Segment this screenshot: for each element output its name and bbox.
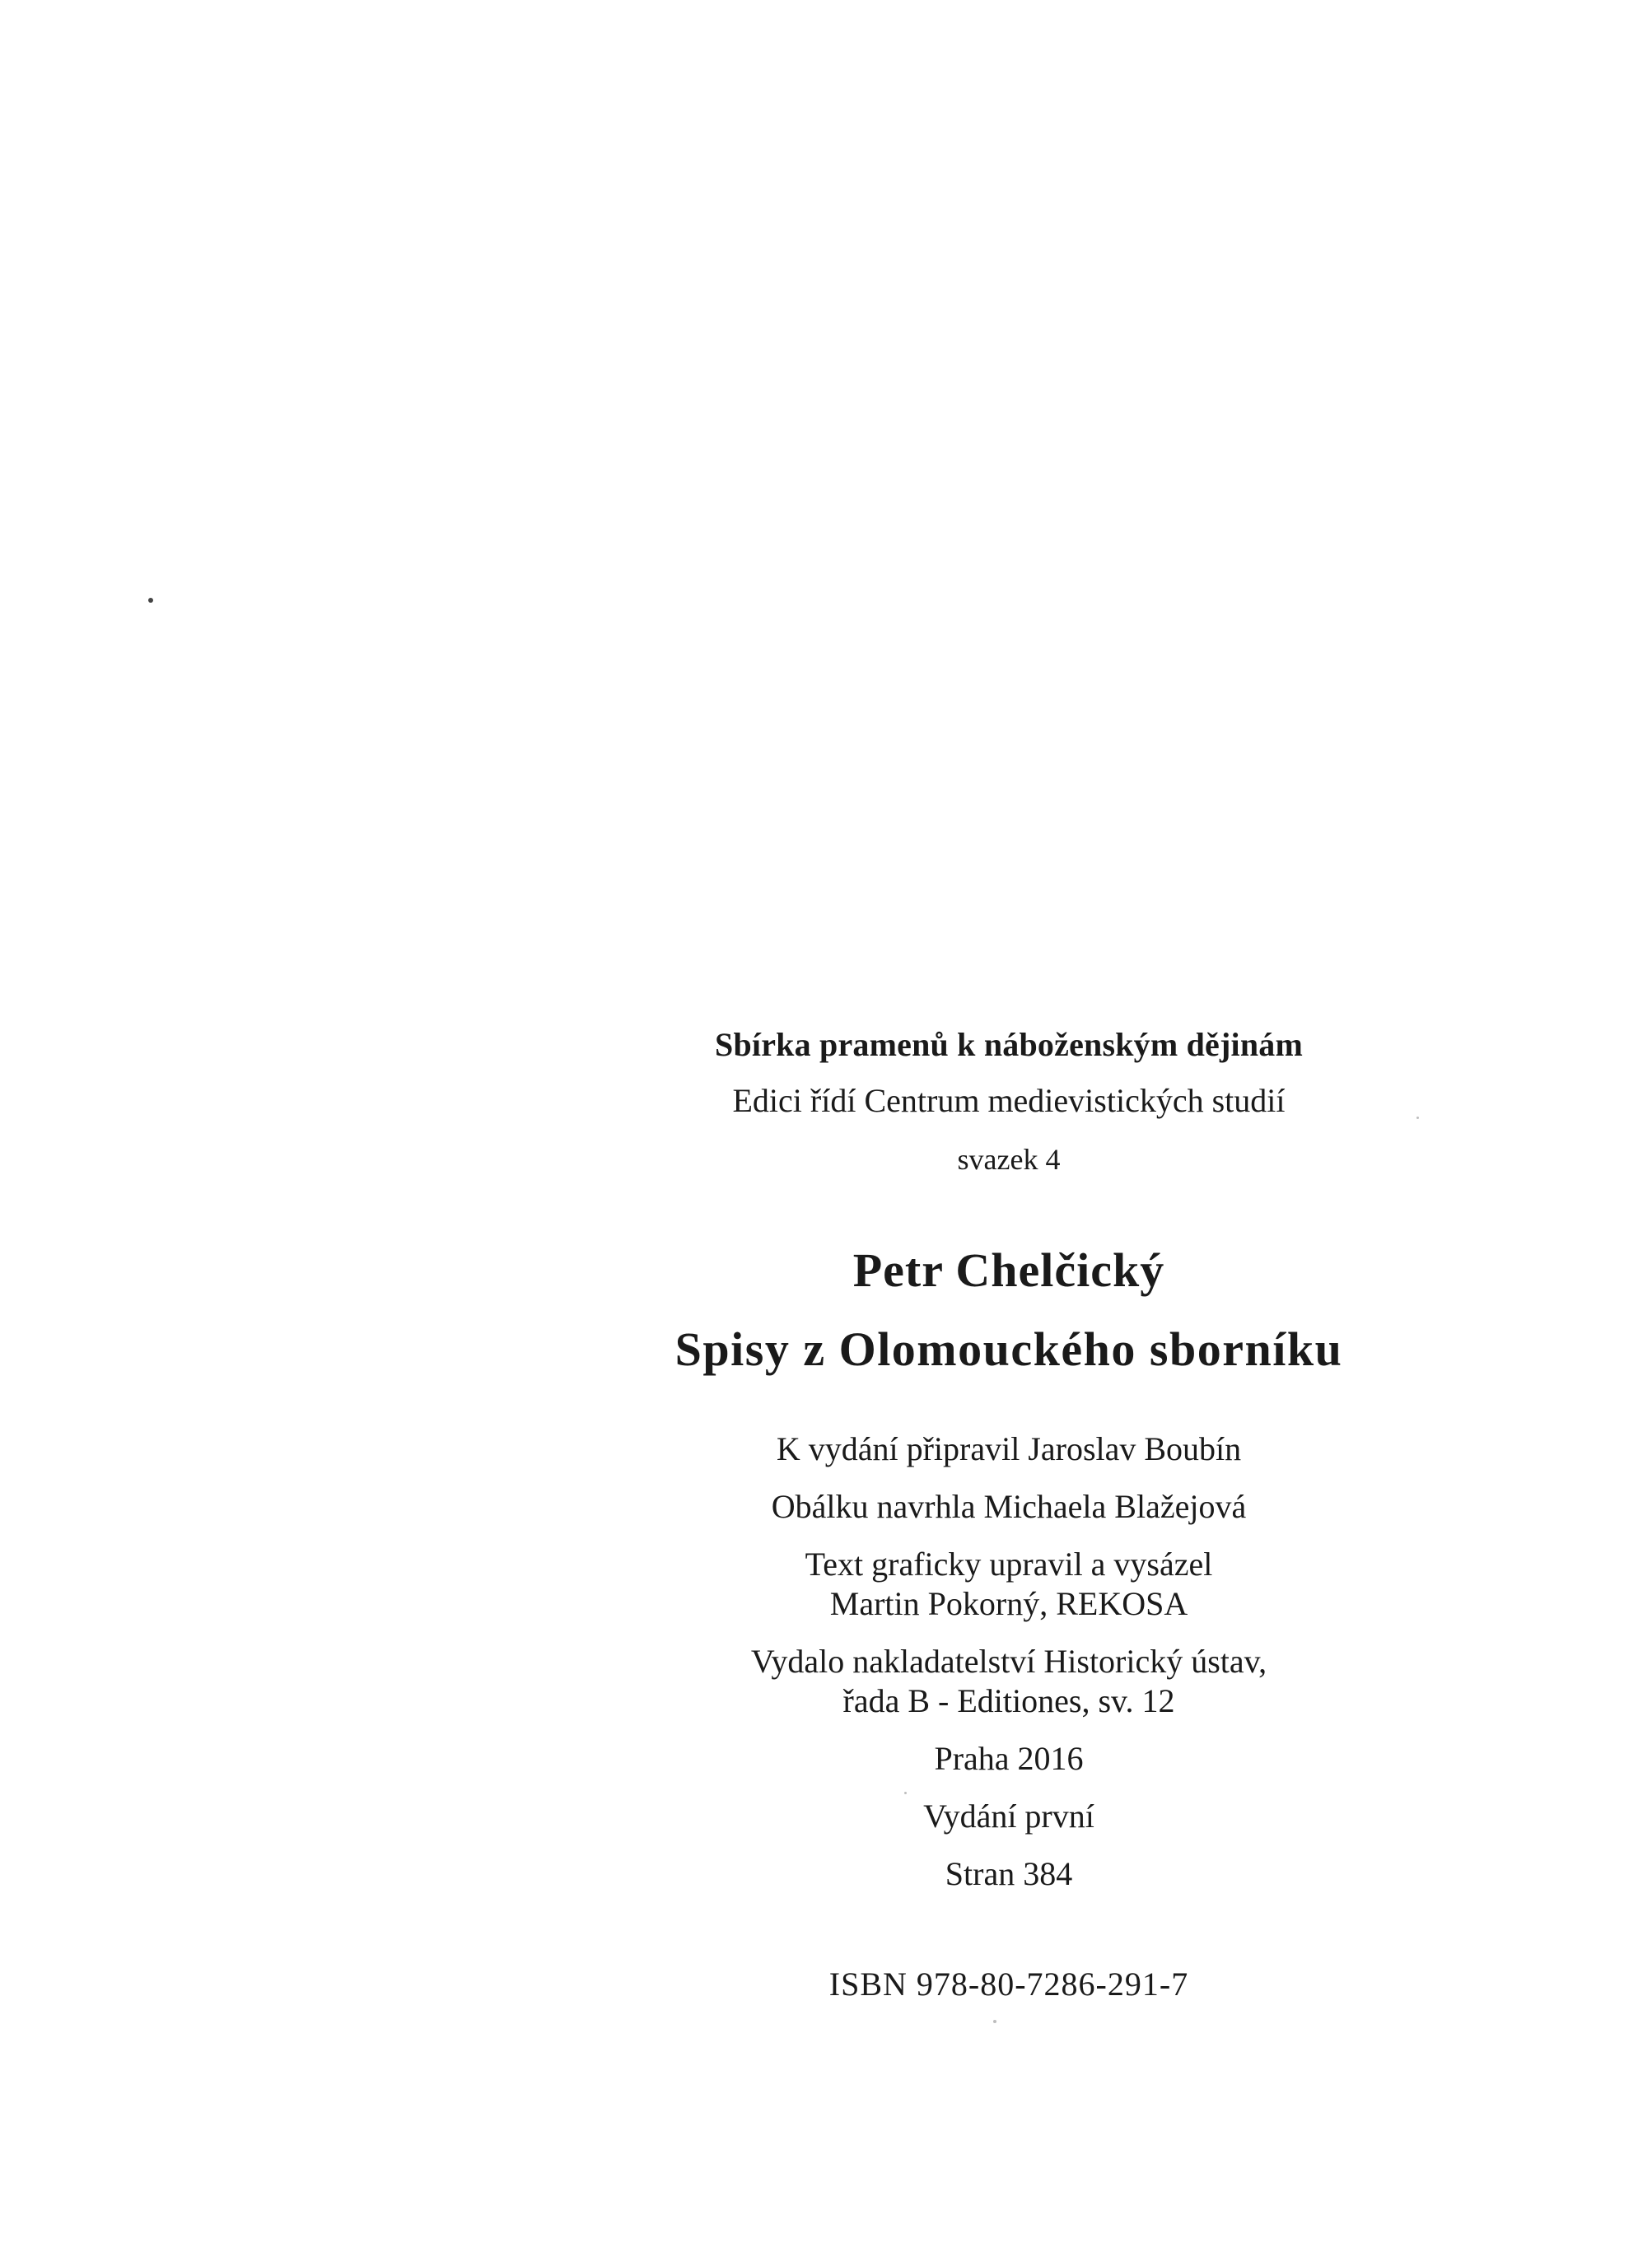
edition-note: Vydání první	[923, 1798, 1094, 1835]
series-title: Sbírka pramenů k náboženským dějinám	[715, 1026, 1303, 1063]
book-author: Petr Chelčický	[852, 1243, 1165, 1297]
colophon-block	[576, 1021, 1441, 2004]
series-editorial-note: Edici řídí Centrum medievistických studií	[732, 1082, 1286, 1119]
publisher-line2: řada B - Editiones, sv. 12	[842, 1682, 1175, 1719]
scan-speck	[993, 2020, 996, 2023]
typesetting-credit-line2: Martin Pokorný, REKOSA	[829, 1585, 1188, 1622]
typesetting-credit-line1: Text graficky upravil a vysázel	[805, 1546, 1213, 1583]
book-title: Spisy z Olomouckého sborníku	[674, 1322, 1343, 1376]
cover-credit: Obálku navrhla Michaela Blažejová	[771, 1488, 1247, 1525]
isbn: ISBN 978-80-7286-291-7	[828, 1966, 1189, 2003]
page-count: Stran 384	[945, 1855, 1073, 1892]
scan-speck	[148, 598, 153, 603]
place-year: Praha 2016	[934, 1740, 1084, 1777]
editor-credit: K vydání připravil Jaroslav Boubín	[776, 1430, 1242, 1467]
volume-number: svazek 4	[957, 1143, 1061, 1176]
publisher-line1: Vydalo nakladatelství Historický ústav,	[750, 1643, 1267, 1680]
